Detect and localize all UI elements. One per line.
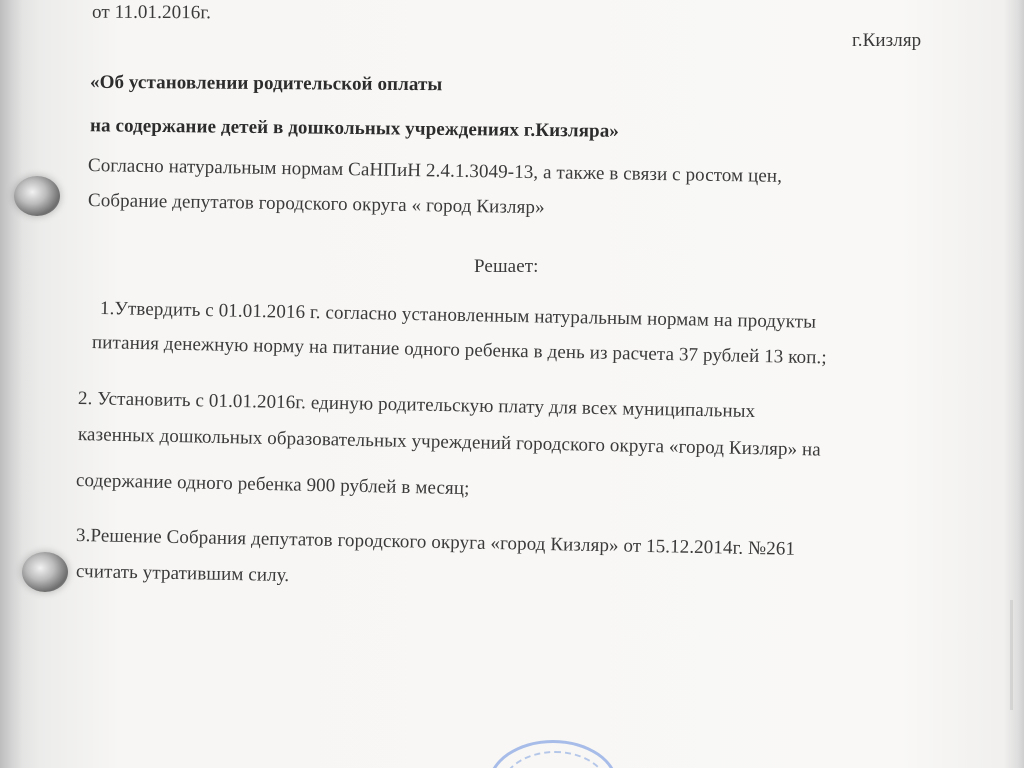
official-stamp-inner-ring bbox=[501, 751, 609, 768]
scan-artifact bbox=[1010, 600, 1013, 710]
item-2-line-3: содержание одного ребенка 900 рублей в месяц; bbox=[75, 470, 470, 500]
page-edge-shadow bbox=[1004, 0, 1024, 768]
official-stamp bbox=[488, 740, 618, 768]
item-3-line-1: 3.Решение Собрания депутатов городского округа «город Кизляр» от 15.12.2014г. №261 bbox=[75, 525, 796, 560]
document-date: от 11.01.2016г. bbox=[91, 1, 212, 24]
binder-ring-bottom bbox=[22, 552, 68, 592]
intro-paragraph-line-2: Собрание депутатов городского округа « город Кизляр» bbox=[87, 190, 545, 219]
item-2-line-1: 2. Установить с 01.01.2016г. единую родительскую плату для всех муниципальных bbox=[77, 388, 756, 423]
document-title-line-1: «Об установлении родительской оплаты bbox=[89, 71, 443, 96]
document-city: г.Кизляр bbox=[852, 30, 922, 51]
item-1-line-2: питания денежную норму на питание одного ребенка в день из расчета 37 рублей 13 коп.; bbox=[91, 332, 827, 369]
item-3-line-2: считать утратившим силу. bbox=[75, 561, 290, 587]
resolves-heading: Решает: bbox=[474, 256, 539, 277]
item-2-line-2: казенных дошкольных образовательных учреждений городского округа «город Кизляр» на bbox=[77, 424, 822, 461]
binding-edge bbox=[0, 0, 22, 768]
item-1-line-1: 1.Утвердить с 01.01.2016 г. согласно установленным натуральным нормам на продукты bbox=[99, 298, 817, 333]
document-title-line-2: на содержание детей в дошкольных учреждениях г.Кизляра» bbox=[89, 115, 620, 142]
intro-paragraph-line-1: Согласно натуральным нормам СаНПиН 2.4.1.3049-13, а также в связи с ростом цен, bbox=[87, 155, 783, 187]
binder-ring-top bbox=[14, 176, 60, 216]
